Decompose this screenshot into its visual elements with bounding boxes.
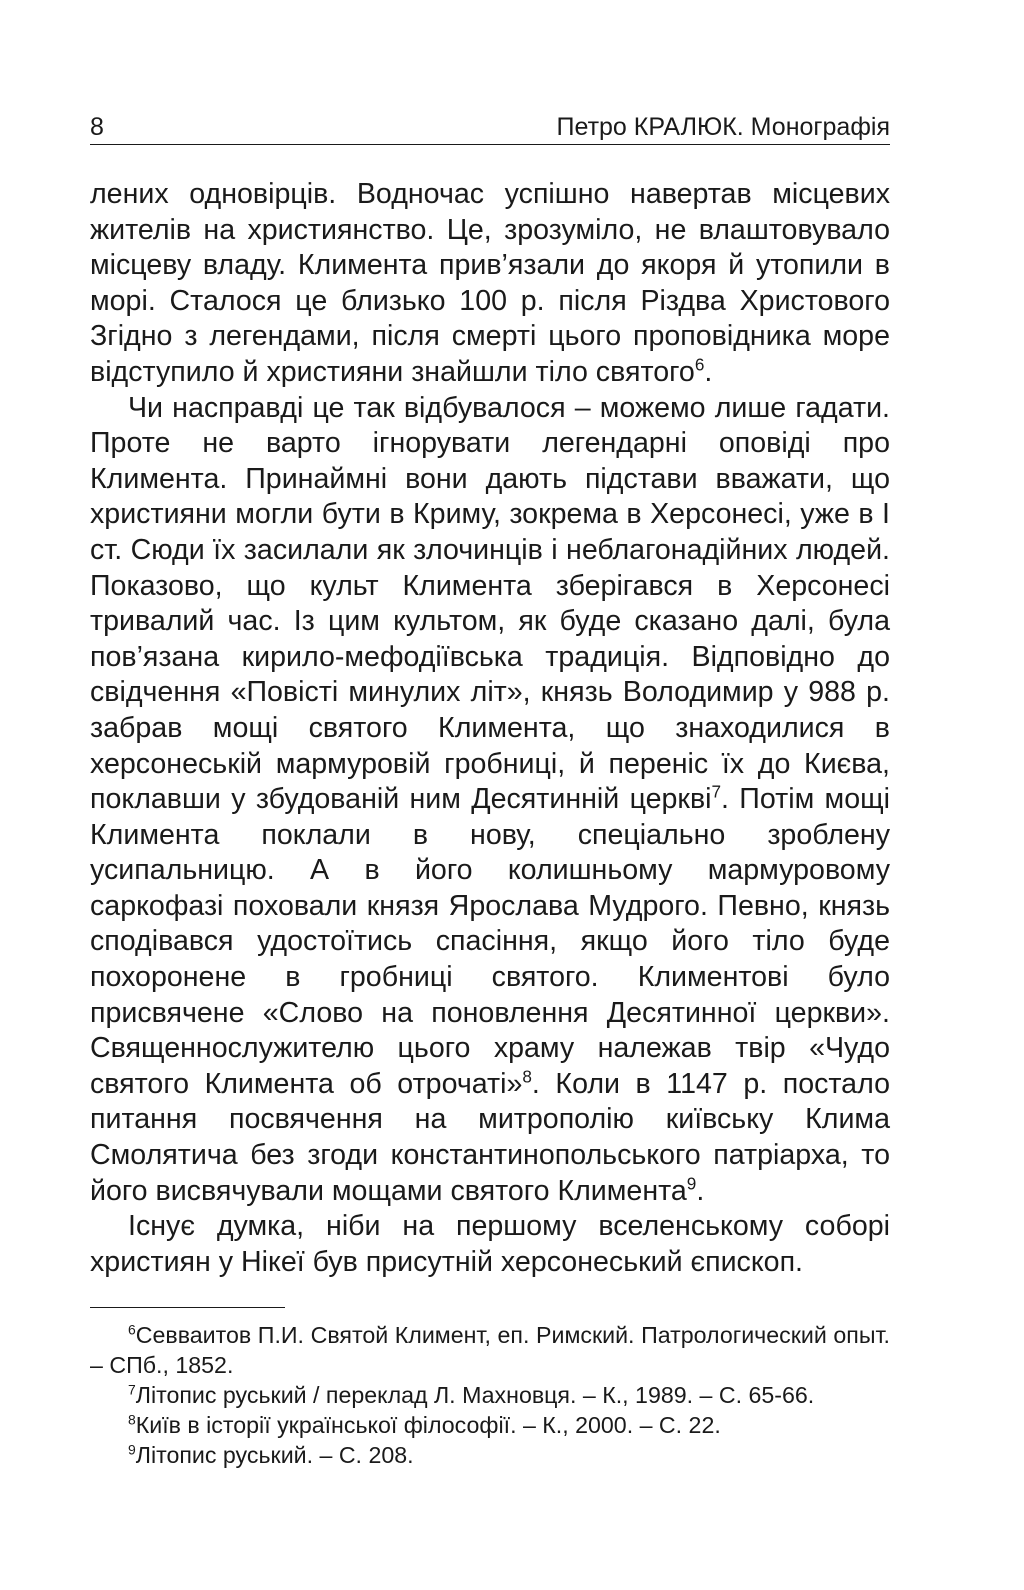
book-page [90,112,890,1470]
footnote [90,1410,890,1440]
footnote-text: Київ в історії української філософії. – К., 2000. – С. 22. [135,1412,721,1439]
body-text [90,177,890,1280]
footnote-text: Літопис руський / переклад Л. Махновця. – К., 1989. – С. 65-66. [135,1382,815,1409]
footnote-number: 7 [128,1381,136,1398]
footnotes [90,1320,890,1470]
paragraph [90,177,890,391]
page-header [90,112,890,145]
running-title: Петро КРАЛЮК. Монографія [556,113,890,141]
footnote-ref: 9 [686,1173,697,1194]
footnote-text: Літопис руський. – С. 208. [135,1442,414,1469]
footnote-ref: 7 [711,781,722,802]
paragraph [90,391,890,1210]
footnote [90,1320,890,1380]
paragraph [90,1209,890,1280]
footnote [90,1380,890,1410]
footnote-number: 9 [128,1441,136,1458]
paragraph-text: Існує думка, ніби на першому вселенському соборі християн у Нікеї був присутній херсонеський єпископ. [90,1210,890,1278]
paragraph-text: лених одновірців. Водночас успішно навертав місцевих жителів на християнство. Це, зрозуміло, не влаштовувало місцеву владу. Климента прив’язали до якоря й утопили в морі. Сталося це близько 100 р. після Різдва Христового Згідно з легендами, після смерті цього проповідника море відступило й християни знайшли тіло святого [90,178,890,388]
footnote-number: 6 [128,1321,136,1338]
footnote-ref: 6 [694,354,705,375]
paragraph-text: . Коли в 1147 р. постало питання посвячення на митрополію київську Клима Смолятича без згоди константинопольського патріарха, то його висвячували мощами святого Климента [90,1067,890,1207]
footnote [90,1440,890,1470]
footnote-divider [90,1307,285,1308]
footnote-text: Севваитов П.И. Святой Климент, еп. Римский. Патрологический опыт. – СПб., 1852. [90,1322,890,1379]
page-number: 8 [90,113,104,141]
footnote-number: 8 [128,1411,136,1428]
footnote-ref: 8 [522,1066,532,1087]
paragraph-text: . [704,355,713,388]
paragraph-text: . [696,1174,705,1207]
paragraph-text: . Потім мощі Климента поклали в нову, спеціально зроблену усипальницю. А в його колишньому мармуровому саркофазі поховали князя Ярослава Мудрого. Певно, князь сподівався удостоїтись спасіння, якщо його тіло буде похоронене в гробниці святого. Климентові було присвячене «Слово на поновлення Десятинної церкви». Священнослужителю цього храму належав твір «Чудо святого Климента об отрочаті» [90,783,890,1100]
paragraph-text: Чи насправді це так відбувалося – можемо лише гадати. Проте не варто ігнорувати легендарні оповіді про Климента. Принаймні вони дають підстави вважати, що християни могли бути в Криму, зокрема в Херсонесі, уже в I ст. Сюди їх засилали як злочинців і неблагонадійних людей. Показово, що культ Климента зберігався в Херсонесі тривалий час. Із цим культом, як буде сказано далі, була пов’язана кирило-мефодіївська традиція. Відповідно до свідчення «Повісті минулих літ», князь Володимир у 988 р. забрав мощі святого Климента, що знаходилися в херсонеській мармуровій гробниці, й переніс їх до Києва, поклавши у збудованій ним Десятинній церкві [90,391,890,816]
